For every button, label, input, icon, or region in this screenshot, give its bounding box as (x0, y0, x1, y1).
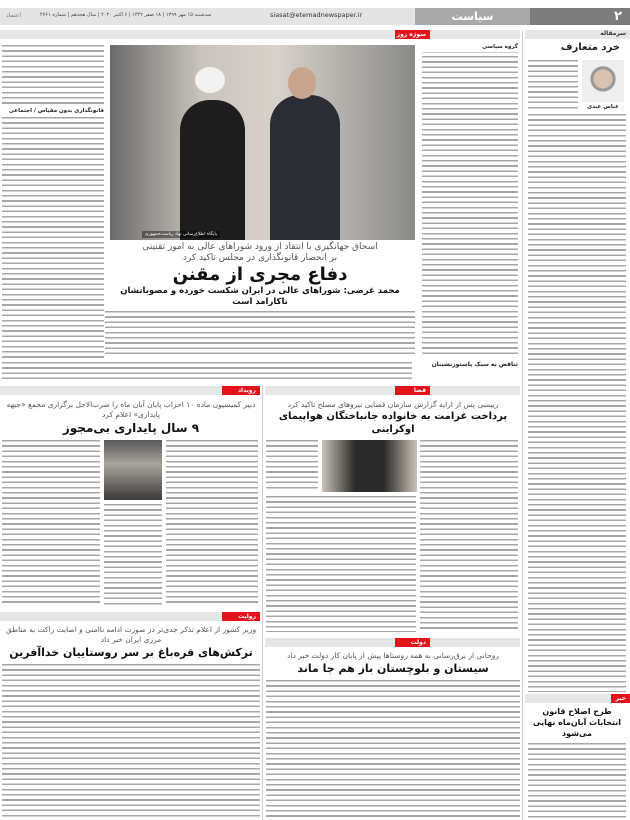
date-line: سه‌شنبه ۱۵ مهر ۱۳۹۹ | ۱۸ صفر ۱۴۴۲ | ۶ اکتبر ۲۰۲۰ | سال هجدهم | شماره ۴۷۶۱ (40, 12, 212, 18)
raisi-photo (322, 440, 417, 492)
news-kicker: خبر (611, 694, 630, 703)
divider (262, 386, 263, 820)
turban (195, 67, 225, 93)
judiciary-headline[interactable]: پرداخت غرامت به خانواده جانباختگان هواپیمای اوکراینی (278, 411, 508, 435)
left-column (2, 45, 104, 358)
news-block (528, 706, 626, 818)
event-body (2, 440, 260, 606)
byline: گروه سیاسی (482, 44, 518, 50)
narrative-bar (0, 612, 260, 621)
page-number: ۲ (530, 8, 630, 25)
narrative-headline[interactable]: ترکش‌های قره‌باغ بر سر روستاییان خداآفرین (9, 646, 253, 659)
narrative-kicker: روایت (222, 612, 260, 621)
editorial-title: خرد متعارف (560, 42, 620, 53)
editorial-label: سرمقاله (600, 30, 626, 37)
top-subhead: محمد غرضی: شوراهای عالی در ایران شکست خورده و مصوباتشان ناکارامد است (120, 286, 400, 307)
top-story-body (105, 311, 415, 358)
event-kicker: رویداد (222, 386, 260, 395)
figure-rouhani (180, 100, 245, 240)
event-headline[interactable]: ۹ سال پایداری بی‌مجوز (62, 421, 200, 435)
crosshead: تناقض به سبک پاستورنشینان (431, 361, 518, 368)
judiciary-text (266, 440, 318, 492)
judiciary-story (266, 400, 520, 632)
government-headline[interactable]: سیستان و بلوچستان باز هم جا ماند (297, 662, 489, 675)
photo-caption: پایگاه اطلاع‌رسانی نهاد ریاست‌جمهوری (142, 231, 220, 238)
author-photo (582, 60, 624, 102)
event-story (2, 400, 260, 606)
judiciary-body (266, 440, 520, 632)
government-text (266, 680, 520, 818)
section-title: سیاست (415, 8, 530, 25)
top-story-bar (0, 30, 520, 39)
editorial-text (528, 114, 626, 692)
figure-jahangiri (270, 95, 340, 240)
top-story-photo (110, 45, 415, 240)
top-story-text (422, 56, 518, 356)
date-bar (0, 8, 415, 25)
government-bar (265, 638, 520, 647)
judiciary-kicker: قضا (395, 386, 430, 395)
editorial-text (528, 60, 578, 110)
face (288, 67, 316, 99)
narrative-overline: وزیر کشور از اعلام تذکر جدی‌تر در صورت ادامه ناامنی و اصابت راکت به مناطق مرزی ایران خبر داد (5, 625, 257, 644)
news-headline[interactable]: طرح اصلاح قانون انتخابات آبان‌ماه نهایی می‌شود (532, 707, 622, 738)
judiciary-text (420, 440, 518, 632)
event-photo (104, 440, 162, 500)
divider (422, 52, 518, 53)
event-overline: دبیر کمیسیون ماده ۱۰ احزاب پایان آبان ماه را ضرب‌الاجل برگزاری مجمع «جبهه پایداری» اعلام کرد (6, 400, 256, 419)
event-text (104, 504, 162, 606)
left-column-text (2, 117, 104, 358)
government-overline: روحانی از برق‌رسانی به همه روستاها پیش از پایان کار دولت خبر داد (287, 651, 499, 660)
judiciary-bar (265, 386, 520, 395)
top-story-kicker: سوژه روز (395, 30, 430, 39)
left-column-text (2, 45, 104, 105)
top-story-heads (105, 242, 415, 358)
narrative-text (2, 664, 260, 818)
top-story-body (2, 362, 412, 380)
judiciary-text (266, 496, 416, 632)
event-text (166, 440, 258, 606)
author-name: عباس عبدی (587, 104, 619, 110)
narrative-story (2, 625, 260, 818)
government-story (266, 651, 520, 818)
top-overline-2: بر انحصار قانونگذاری در مجلس تاکید کرد (182, 253, 338, 263)
top-overline-1: اسحاق جهانگیری با انتقاد از ورود شوراهای عالی به امور تقنینی (142, 242, 378, 252)
government-kicker: دولت (395, 638, 430, 647)
divider (522, 30, 523, 820)
news-text (528, 743, 626, 818)
left-crosshead: قانونگذاری بدون مقیاس / اجتماعی (8, 108, 104, 114)
top-headline[interactable]: دفاع مجری از مقنن (172, 264, 348, 285)
logo: اعتماد (6, 12, 22, 19)
event-bar (0, 386, 260, 395)
event-text (2, 440, 100, 606)
email[interactable]: siasat@etemadnewspaper.ir (270, 11, 363, 19)
judiciary-overline: رییسی پس از ارایه گزارش سازمان قضایی نیروهای مسلح تاکید کرد (287, 400, 499, 409)
